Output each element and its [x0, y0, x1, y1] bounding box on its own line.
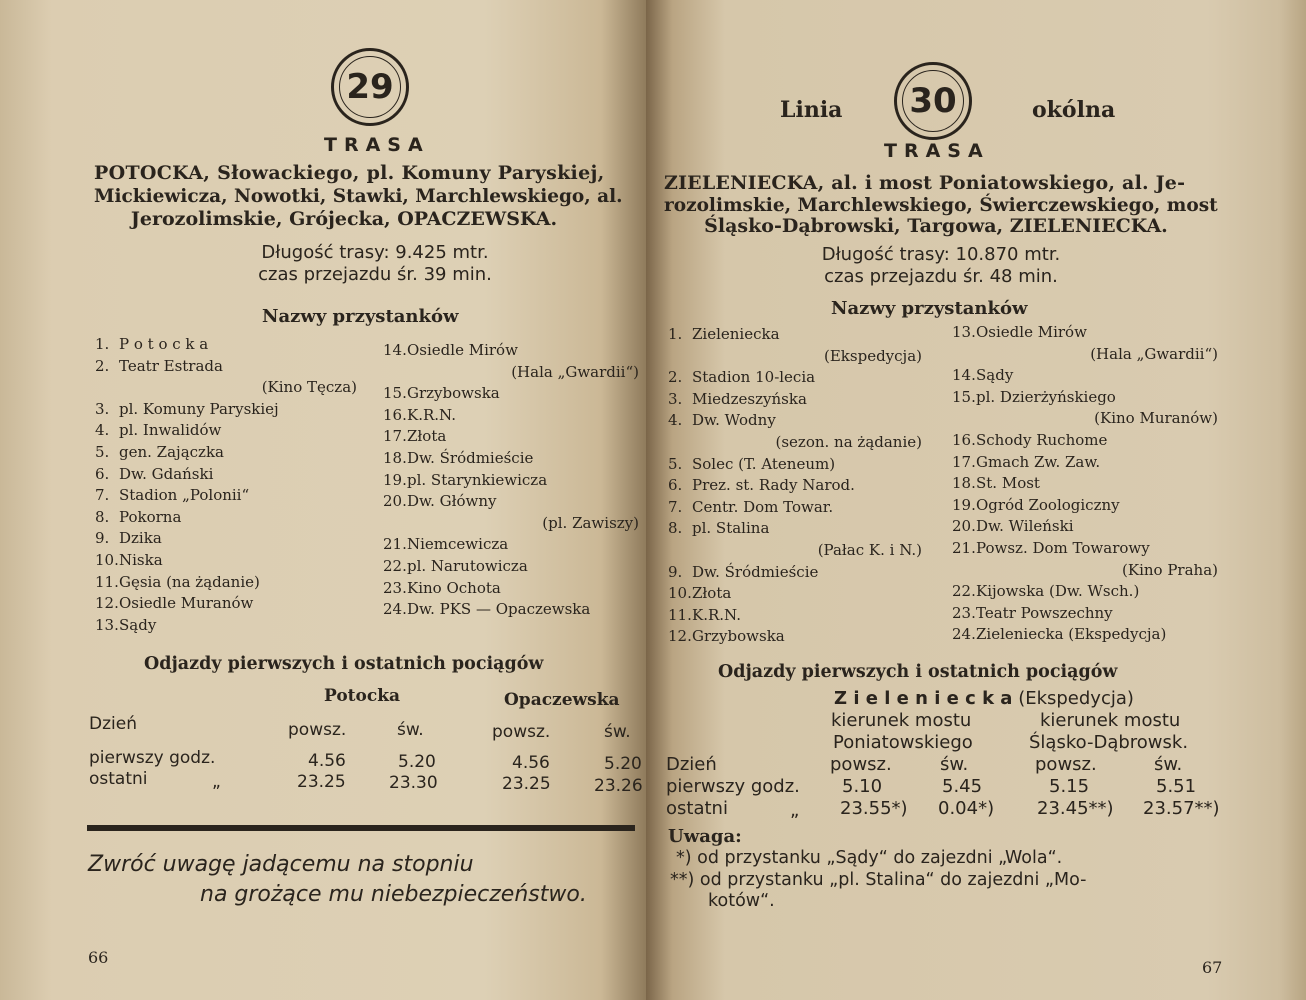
stop-item: [383, 448, 639, 470]
stop-number: 18.: [383, 448, 407, 467]
stop-number: 20.: [383, 492, 407, 511]
direction-b-line-2: Śląsko-Dąbrowsk.: [1029, 732, 1189, 753]
right-page: [646, 0, 1306, 1000]
stop-item: [95, 572, 357, 594]
stop-name: Schody Ruchome: [976, 430, 1108, 449]
stop-item: [383, 405, 639, 427]
stops-column-1: [95, 334, 357, 636]
stop-number: 24.: [952, 625, 976, 644]
stop-item: [95, 485, 357, 507]
first-row-label: pierwszy godz.: [666, 776, 800, 797]
stop-number: 19.: [383, 470, 407, 489]
stop-number: 14.: [383, 341, 407, 359]
note-3: kotów“.: [708, 891, 775, 911]
stop-item: [383, 491, 639, 513]
header-opaczewska-holiday: św.: [604, 722, 631, 742]
stop-name: (Ekspedycja): [824, 346, 922, 365]
stop-item: [383, 556, 639, 578]
stop-name: Dw. Gdański: [119, 464, 214, 483]
route-line-2: rozolimskie, Marchlewskiego, Świerczewskiego, most: [664, 195, 1218, 216]
ditto-mark: „: [790, 800, 800, 821]
stop-number: 22.: [383, 556, 407, 575]
route-line-3: Jerozolimskie, Grójecka, OPACZEWSKA.: [130, 208, 558, 230]
stop-item: [668, 367, 922, 389]
stop-name: Niska: [119, 550, 163, 569]
stop-item: [952, 516, 1218, 538]
stop-number: 2.: [95, 356, 110, 375]
stop-item: [952, 538, 1218, 560]
stop-name: (Kino Muranów): [1094, 409, 1218, 428]
stops-heading: Nazwy przystanków: [831, 298, 1028, 319]
stop-name: Powsz. Dom Towarowy: [976, 538, 1150, 557]
stop-item-note: [952, 408, 1218, 430]
stop-number: 12.: [95, 594, 119, 613]
divider-rule: [87, 825, 635, 831]
line-number: 29: [346, 67, 394, 107]
travel-time: czas przejazdu śr. 39 min.: [258, 264, 492, 285]
stop-number: 16.: [383, 405, 407, 424]
stop-item: [383, 470, 639, 492]
route-length: Długość trasy: 9.425 mtr.: [261, 242, 489, 263]
line-29-badge: [331, 48, 409, 126]
first-b-weekday: 5.15: [1049, 776, 1090, 797]
stop-item: [952, 624, 1218, 646]
stop-number: 2.: [668, 368, 683, 387]
stop-number: 4.: [668, 411, 683, 430]
stop-name: (Kino Praha): [1122, 560, 1218, 579]
stop-name: Złota: [407, 427, 447, 446]
last-row-label: ostatni: [89, 769, 148, 789]
stop-number: 17.: [952, 452, 976, 471]
stop-name: Dw. Wodny: [692, 411, 776, 430]
stop-number: 11.: [668, 605, 692, 624]
station-name: [834, 688, 1134, 709]
stop-item: [383, 340, 639, 362]
stop-number: 15.: [383, 384, 407, 403]
stop-number: 6.: [668, 476, 683, 495]
header-a-weekday: powsz.: [830, 754, 892, 775]
stop-number: 23.: [952, 603, 976, 622]
route-length: Długość trasy: 10.870 mtr.: [821, 244, 1061, 265]
stop-number: 12.: [668, 627, 692, 646]
stop-item: [383, 383, 639, 405]
stop-name: Dw. PKS — Opaczewska: [407, 600, 591, 619]
route-line-1: POTOCKA, Słowackiego, pl. Komuny Paryskiej,: [94, 162, 605, 184]
stop-name: Gęsia (na żądanie): [119, 572, 260, 591]
stop-number: 5.: [95, 442, 110, 461]
first-opaczewska-holiday: 5.20: [604, 754, 642, 774]
stop-name: Teatr Powszechny: [976, 603, 1113, 622]
stop-item: [95, 528, 357, 550]
stop-item: [952, 365, 1218, 387]
header-potocka-holiday: św.: [397, 720, 424, 740]
route-line-3: Śląsko-Dąbrowski, Targowa, ZIELENIECKA.: [704, 215, 1168, 237]
last-row-label: ostatni: [666, 798, 728, 819]
stop-name: (sezon. na żądanie): [775, 432, 922, 451]
day-label: Dzień: [89, 714, 137, 734]
stop-item: [952, 430, 1218, 452]
stop-name: Kijowska (Dw. Wsch.): [976, 582, 1140, 601]
day-label: Dzień: [666, 754, 717, 775]
stop-number: 11.: [95, 572, 119, 591]
stop-number: 8.: [95, 507, 110, 526]
station-suffix: (Ekspedycja): [1018, 688, 1134, 709]
stop-number: 13.: [952, 323, 976, 341]
stop-item: [668, 497, 922, 519]
stop-name: Sądy: [976, 366, 1014, 385]
stop-name: pl. Inwalidów: [119, 421, 222, 440]
route-line-1: ZIELENIECKA, al. i most Poniatowskiego, al. Je-: [664, 172, 1186, 194]
stop-name: pl. Narutowicza: [407, 556, 528, 575]
first-opaczewska-weekday: 4.56: [512, 753, 550, 773]
direction-b-line-1: kierunek mostu: [1040, 710, 1181, 731]
stop-number: 7.: [95, 486, 110, 505]
stop-name: Grzybowska: [407, 384, 500, 403]
stop-item: [95, 356, 357, 378]
stop-number: 19.: [952, 495, 976, 514]
stops-column-2: [383, 340, 639, 621]
stop-item: [95, 420, 357, 442]
last-a-holiday: 0.04*): [938, 798, 995, 819]
last-potocka-holiday: 23.30: [389, 773, 438, 793]
stop-number: 21.: [952, 538, 976, 557]
stop-item: [952, 452, 1218, 474]
stop-number: 4.: [95, 421, 110, 440]
stop-name: Teatr Estrada: [119, 356, 223, 375]
stop-item-note: [95, 377, 357, 399]
stop-name: P o t o c k a: [119, 335, 209, 353]
stop-number: 6.: [95, 464, 110, 483]
station-opaczewska: Opaczewska: [504, 690, 620, 710]
stop-item: [668, 389, 922, 411]
last-b-weekday: 23.45**): [1037, 798, 1114, 819]
stop-name: Dzika: [119, 529, 162, 548]
header-potocka-weekday: powsz.: [288, 720, 347, 740]
first-potocka-weekday: 4.56: [308, 751, 346, 771]
stop-number: 16.: [952, 430, 976, 449]
note-heading: Uwaga:: [668, 826, 742, 847]
stop-item: [383, 534, 639, 556]
stop-name: Centr. Dom Towar.: [692, 497, 834, 516]
stop-name: Osiedle Mirów: [976, 323, 1087, 341]
stop-name: Stadion „Polonii“: [119, 486, 250, 505]
first-a-weekday: 5.10: [842, 776, 883, 797]
page-number: 66: [88, 948, 109, 967]
departures-heading: Odjazdy pierwszych i ostatnich pociągów: [144, 654, 544, 674]
last-opaczewska-weekday: 23.25: [502, 774, 551, 794]
stop-name: Miedzeszyńska: [692, 389, 807, 408]
stop-item: [952, 581, 1218, 603]
stop-number: 23.: [383, 578, 407, 597]
header-b-weekday: powsz.: [1035, 754, 1097, 775]
stop-item: [668, 518, 922, 540]
stop-number: 3.: [95, 399, 110, 418]
stop-number: 1.: [95, 335, 110, 353]
stop-number: 7.: [668, 497, 683, 516]
stop-item-note: [668, 346, 922, 368]
stop-name: Złota: [692, 584, 732, 603]
stop-name: Niemcewicza: [407, 535, 509, 554]
stop-name: St. Most: [976, 474, 1040, 493]
stop-item: [668, 562, 922, 584]
stop-name: Zieleniecka (Ekspedycja): [976, 625, 1167, 644]
last-potocka-weekday: 23.25: [297, 772, 346, 792]
stop-item: [95, 615, 357, 637]
stop-name: Kino Ochota: [407, 578, 501, 597]
stop-number: 3.: [668, 389, 683, 408]
okolna-label: okólna: [1032, 97, 1116, 123]
linia-label: Linia: [780, 97, 843, 123]
stop-name: gen. Zajączka: [119, 442, 224, 461]
slogan-line-1: Zwróć uwagę jadącemu na stopniu: [88, 852, 474, 877]
stop-number: 18.: [952, 474, 976, 493]
stop-number: 22.: [952, 582, 976, 601]
last-b-holiday: 23.57**): [1143, 798, 1220, 819]
stop-name: (Hala „Gwardii“): [1090, 344, 1218, 363]
first-b-holiday: 5.51: [1156, 776, 1197, 797]
stop-item: [95, 550, 357, 572]
stop-name: Pokorna: [119, 507, 182, 526]
stop-item: [383, 426, 639, 448]
header-opaczewska-weekday: powsz.: [492, 722, 551, 742]
stop-number: 17.: [383, 427, 407, 446]
stop-item-note: [383, 362, 639, 384]
station-spaced: Z i e l e n i e c k a: [834, 688, 1013, 709]
stop-item: [383, 599, 639, 621]
page-number: 67: [1202, 958, 1223, 977]
line-30-badge: [894, 62, 972, 140]
stop-number: 10.: [95, 550, 119, 569]
last-a-weekday: 23.55*): [840, 798, 908, 819]
badge-ring: [902, 70, 964, 132]
stop-item-note: [668, 540, 922, 562]
stop-item-note: [952, 560, 1218, 582]
stop-item: [95, 399, 357, 421]
badge-ring: [339, 56, 401, 118]
header-b-holiday: św.: [1154, 754, 1183, 775]
stop-item-note: [952, 344, 1218, 366]
stop-number: 24.: [383, 600, 407, 619]
stop-item: [668, 583, 922, 605]
stop-name: Gmach Zw. Zaw.: [976, 452, 1101, 471]
direction-a-line-1: kierunek mostu: [831, 710, 972, 731]
stop-name: Ogród Zoologiczny: [976, 495, 1120, 514]
stop-name: Stadion 10-lecia: [692, 368, 816, 387]
stop-name: (pl. Zawiszy): [542, 513, 639, 532]
stop-item: [383, 578, 639, 600]
stop-item: [952, 495, 1218, 517]
station-potocka: Potocka: [324, 686, 401, 706]
stop-number: 9.: [95, 529, 110, 548]
line-number: 30: [909, 81, 957, 121]
stop-name: (Pałac K. i N.): [817, 540, 922, 559]
direction-a-line-2: Poniatowskiego: [833, 732, 973, 753]
stop-item: [668, 475, 922, 497]
first-a-holiday: 5.45: [942, 776, 983, 797]
stop-number: 21.: [383, 535, 407, 554]
stop-item: [95, 507, 357, 529]
stop-name: K.R.N.: [692, 605, 741, 624]
stop-number: 5.: [668, 454, 683, 473]
stop-item: [95, 442, 357, 464]
stop-name: (Hala „Gwardii“): [511, 362, 639, 381]
stop-item: [952, 473, 1218, 495]
last-opaczewska-holiday: 23.26: [594, 776, 643, 796]
stop-name: Prez. st. Rady Narod.: [692, 476, 855, 495]
stop-name: pl. Stalina: [692, 519, 770, 538]
stop-item: [668, 626, 922, 648]
stops-heading: Nazwy przystanków: [262, 306, 459, 327]
stop-name: Sądy: [119, 615, 157, 634]
departures-heading: Odjazdy pierwszych i ostatnich pociągów: [718, 662, 1118, 682]
stop-name: Dw. Śródmieście: [692, 562, 819, 581]
stop-name: Grzybowska: [692, 627, 785, 646]
stop-number: 20.: [952, 517, 976, 536]
stop-name: Dw. Główny: [407, 492, 497, 511]
stop-item: [668, 324, 922, 346]
stop-item-note: [383, 513, 639, 535]
stop-item: [952, 322, 1218, 344]
first-potocka-holiday: 5.20: [398, 752, 436, 772]
travel-time: czas przejazdu śr. 48 min.: [824, 266, 1058, 287]
stop-name: pl. Starynkiewicza: [407, 470, 548, 489]
stop-item-note: [668, 432, 922, 454]
trasa-label: TRASA: [884, 140, 990, 162]
stop-name: Solec (T. Ateneum): [692, 454, 836, 473]
stop-name: Osiedle Mirów: [407, 341, 518, 359]
stop-number: 14.: [952, 366, 976, 385]
stop-number: 13.: [95, 615, 119, 634]
left-page: [0, 0, 646, 1000]
note-2: **) od przystanku „pl. Stalina“ do zajezdni „Mo-: [670, 870, 1087, 890]
stops-column-2: [952, 322, 1218, 646]
stop-name: pl. Komuny Paryskiej: [119, 399, 279, 418]
stop-name: K.R.N.: [407, 405, 456, 424]
stop-item: [952, 603, 1218, 625]
stops-column-1: [668, 324, 922, 648]
stop-name: Osiedle Muranów: [119, 594, 254, 613]
stop-name: (Kino Tęcza): [261, 378, 357, 397]
stop-number: 8.: [668, 519, 683, 538]
stop-name: Zieleniecka: [692, 325, 780, 343]
stop-item: [668, 454, 922, 476]
stop-name: pl. Dzierżyńskiego: [976, 387, 1116, 406]
route-line-2: Mickiewicza, Nowotki, Stawki, Marchlewskiego, al.: [94, 186, 623, 207]
first-row-label: pierwszy godz.: [89, 748, 216, 768]
ditto-mark: „: [212, 772, 221, 792]
header-a-holiday: św.: [940, 754, 969, 775]
stop-number: 15.: [952, 387, 976, 406]
stop-number: 1.: [668, 325, 683, 343]
slogan-line-2: na grożące mu niebezpieczeństwo.: [200, 882, 587, 907]
stop-name: Dw. Wileński: [976, 517, 1074, 536]
stop-number: 9.: [668, 562, 683, 581]
note-1: *) od przystanku „Sądy“ do zajezdni „Wola“.: [676, 848, 1063, 868]
stop-number: 10.: [668, 584, 692, 603]
stop-item: [95, 334, 357, 356]
stop-item: [95, 464, 357, 486]
stop-name: Dw. Śródmieście: [407, 448, 534, 467]
stop-item: [95, 593, 357, 615]
stop-item: [952, 387, 1218, 409]
stop-item: [668, 410, 922, 432]
stop-item: [668, 605, 922, 627]
trasa-label: TRASA: [324, 134, 430, 156]
